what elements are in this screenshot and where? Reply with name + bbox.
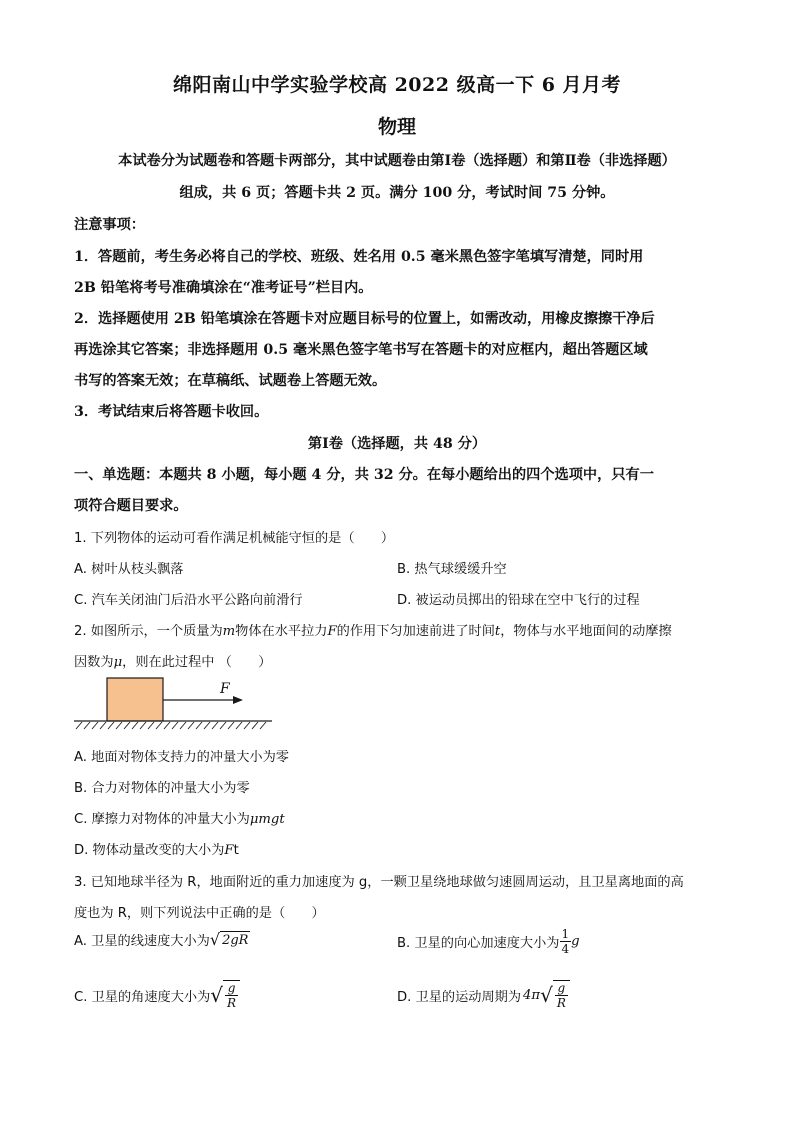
- force-symbol: F: [327, 624, 337, 639]
- sqrt-fraction: √ $\frac{g}{R}$: [540, 980, 570, 1010]
- question-3-stem-line-1: 3. 已知地球半径为 R，地面附近的重力加速度为 g，一颗卫星绕地球做匀速圆周运动，且卫星离地面的高: [74, 875, 684, 890]
- question-3-option-c: C. 卫星的角速度大小为 √ $\frac{g}{R}$: [74, 980, 240, 1010]
- question-1-option-d: D. 被运动员掷出的铅球在空中飞行的过程: [397, 593, 640, 608]
- question-2-option-c: C. 摩擦力对物体的冲量大小为μmgt: [74, 812, 285, 827]
- question-3-option-b: B. 卫星的向心加速度大小为 $\frac{1}{4}$ g: [397, 927, 580, 956]
- note-1-line-2: 2B 铅笔将考号准确填涂在“准考证号”栏目内。: [74, 280, 373, 296]
- time-symbol: t: [494, 624, 501, 639]
- force-label: F: [220, 681, 230, 697]
- question-3-option-a: A. 卫星的线速度大小为 √ 2gR: [74, 929, 249, 949]
- question-3-stem-line-2: 度也为 R，则下列说法中正确的是（ ）: [74, 906, 325, 921]
- question-2-stem-line-2: 因数为μ，则在此过程中 （ ）: [74, 655, 272, 670]
- question-1-option-b: B. 热气球缓缓升空: [397, 562, 507, 577]
- note-3: 3．考试结束后将答题卡收回。: [74, 404, 269, 420]
- section-heading: 第Ⅰ卷（选择题，共 48 分）: [307, 436, 487, 452]
- question-2-option-d: D. 物体动量改变的大小为Ft: [74, 843, 239, 858]
- fraction: $\frac{1}{4}$: [561, 927, 570, 956]
- question-2-stem-line-1: 2. 如图所示，一个质量为m物体在水平拉力F的作用下匀加速前进了时间t，物体与水平地面间的动摩擦: [74, 624, 672, 639]
- note-2-line-1: 2．选择题使用 2B 铅笔填涂在答题卡对应题目标号的位置上，如需改动，用橡皮擦擦干净后: [74, 311, 655, 327]
- part-instructions-line-1: 一、单选题：本题共 8 小题，每小题 4 分，共 32 分。在每小题给出的四个选项中，只有一: [74, 467, 654, 483]
- mu-symbol: μ: [113, 655, 123, 670]
- question-2-option-a: A. 地面对物体支持力的冲量大小为零: [74, 750, 289, 765]
- question-1-stem: 1. 下列物体的运动可看作满足机械能守恒的是（ ）: [74, 531, 395, 546]
- intro-line-2: 组成，共 6 页；答题卡共 2 页。满分 100 分，考试时间 75 分钟。: [179, 185, 615, 201]
- arrow-head-icon: [233, 696, 243, 704]
- question-3-option-d: D. 卫星的运动周期为 4π √ $\frac{g}{R}$: [397, 980, 570, 1010]
- exam-title: 绵阳南山中学实验学校高 2022 级高一下 6 月月考: [172, 74, 622, 96]
- mass-symbol: m: [222, 624, 236, 639]
- question-2-option-b: B. 合力对物体的冲量大小为零: [74, 781, 250, 796]
- part-instructions-line-2: 项符合题目要求。: [74, 498, 188, 514]
- question-2-figure: [72, 674, 277, 732]
- question-1-option-c: C. 汽车关闭油门后沿水平公路向前滑行: [74, 593, 303, 608]
- ground-hatching: [76, 722, 266, 729]
- notes-heading: 注意事项：: [74, 217, 145, 233]
- question-1-option-a: A. 树叶从枝头飘落: [74, 562, 184, 577]
- note-2-line-2: 再选涂其它答案；非选择题用 0.5 毫米黑色签字笔书写在答题卡的对应框内，超出答题区域: [74, 342, 648, 358]
- intro-line-1: 本试卷分为试题卷和答题卡两部分，其中试题卷由第Ⅰ卷（选择题）和第Ⅱ卷（非选择题）: [118, 153, 676, 169]
- friction-impulse-expression: μmgt: [249, 812, 285, 827]
- sqrt-expression: √ 2gR: [209, 929, 249, 949]
- block: [107, 678, 163, 721]
- note-2-line-3: 书写的答案无效；在草稿纸、试题卷上答题无效。: [74, 373, 387, 389]
- note-1-line-1: 1．答题前，考生务必将自己的学校、班级、姓名用 0.5 毫米黑色签字笔填写清楚，同时用: [74, 249, 644, 265]
- sqrt-fraction: √ $\frac{g}{R}$: [210, 980, 240, 1010]
- subject-title: 物理: [377, 116, 416, 138]
